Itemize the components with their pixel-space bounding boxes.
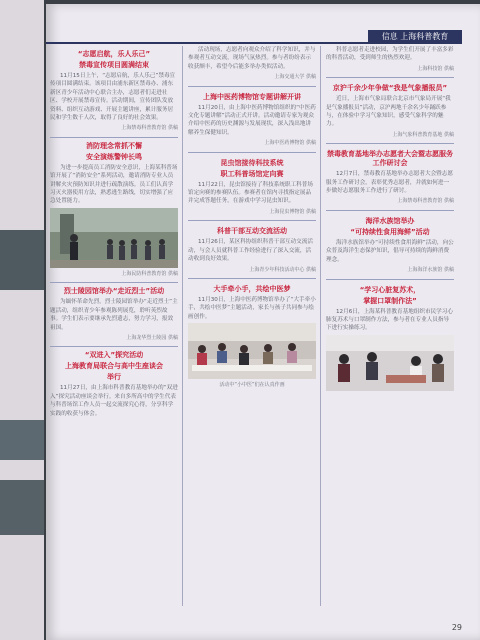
article-title: 消防理念常抓不懈: [86, 141, 142, 150]
previous-page-edge: [0, 0, 44, 640]
column-3: [326, 46, 454, 606]
photo-graphic: [50, 208, 178, 268]
column-2: [188, 46, 316, 606]
section-header: 信息 上海科普教育: [368, 30, 462, 44]
article-body: 海洋水族馆举办“可持续性食用海鲜”活动，向公众普及海洋生态保护知识，倡导可持续的海鲜消费理念。: [326, 239, 454, 263]
article-source: 上海禁毒科普教育馆 供稿: [397, 198, 454, 205]
previous-page-text: [2, 30, 42, 200]
article-source: 上海气象科普教育基地 供稿: [392, 131, 454, 138]
previous-page-photo: [0, 480, 44, 535]
article-body: 科普志愿者走进校园，为学生们开展了丰富多彩的科普活动，受到师生的热烈欢迎。: [326, 47, 454, 62]
divider: [188, 220, 316, 221]
divider: [326, 77, 454, 78]
article-source: 上海青少年科技活动中心 供稿: [249, 266, 316, 273]
divider: [188, 152, 316, 153]
previous-page-photo: [0, 230, 44, 290]
article-body: 12月6日，上海某科普教育基地组织市民学习心肺复苏术与口罩制作方法，参与者在专业人员指导下进行实操练习。: [326, 308, 453, 332]
article-title: 上海教育局联合与高中生座谈会: [65, 362, 163, 371]
article-title: 京沪千余少年争做“我是气象播报员”: [332, 84, 448, 93]
article-title: 海洋水族馆举办: [365, 216, 415, 225]
article-title: 昆虫馆接待科技系统: [220, 158, 284, 167]
article-source: 上海交通大学 供稿: [274, 74, 316, 81]
article-source: 上海科技馆 供稿: [417, 65, 454, 72]
article-body: 11月15日上午，“志愿启航，乐人乐己”禁毒宣传项目圆满结束。该项目由浦东新区禁毒办、浦东新区青少年活动中心联合主办，志愿者们走进社区、学校开展禁毒宣传。活动期间，宣传团队发放资料、组织互动游戏、开展主题讲座，累计服务居民和学生数千人次，取得了良好的社会效果。: [50, 73, 176, 122]
article-title: “志愿启航，乐人乐己”: [77, 50, 151, 58]
article-body: 11月22日，昆虫馆接待了科技系统职工科普场馆定向赛的参赛队伍。参赛者在馆内寻找指定展品并完成答题任务，在游戏中学习昆虫知识。: [188, 181, 313, 205]
article-source: 上海民防科普教育馆 供稿: [121, 270, 178, 277]
column-separator: [182, 46, 183, 606]
divider: [326, 279, 454, 280]
article-body: 为进一步提高员工消防安全意识，上海某科普场馆开展了“消防安全”系列活动，邀请消防专业人员讲解火灾预防知识并进行疏散演练。员工们认真学习灭火器使用方法，熟悉逃生路线，切实增强了应急处置能力。: [50, 164, 178, 205]
article-body: 为缅怀革命先烈，烈士陵园馆举办“走近烈士”主题活动，组织青少年参观陈列展览，聆听英烈故事。学生们表示要继承先烈遗志，努力学习，报效祖国。: [50, 299, 178, 331]
photo-cpr-training: [326, 335, 454, 391]
article-body: 活动现场，志愿者向观众介绍了科学知识，并与参观者互动交流，现场气氛热烈。参与者纷纷表示收获颇丰，希望今后能多举办类似活动。: [188, 47, 316, 70]
article-title: “学习心脏复苏术，: [359, 285, 421, 294]
page-number: 29: [451, 623, 462, 632]
article-body: 11月20日，由上海中医药博物馆组织的“中医药文化专题讲解”活动正式开讲。活动邀请专家为观众介绍中医药的历史渊源与发展现状，深入浅出地讲解养生保健知识。: [188, 104, 316, 136]
article-title: “可持续性食用海鲜”活动: [350, 227, 430, 236]
photo-graphic: [188, 323, 316, 379]
article-source: 上海龙华烈士陵园 供稿: [126, 334, 178, 341]
article-title: 安全演练警钟长鸣: [86, 152, 142, 161]
article-source: 上海昆虫博物馆 供稿: [269, 208, 316, 215]
previous-page-photo: [0, 420, 44, 460]
article-title: 职工科普场馆定向赛: [220, 169, 284, 178]
article-title: 禁毒宣传项目圆满结束: [79, 61, 149, 69]
divider: [50, 346, 178, 347]
divider: [188, 86, 316, 87]
article-title: 大手牵小手，共绘中医梦: [213, 284, 291, 293]
photo-caption: 活动中“小中医”们在认真作画: [219, 382, 285, 389]
divider: [188, 278, 316, 279]
magazine-page: [46, 4, 480, 640]
article-body: 12月7日，禁毒教育基地举办志愿者大会暨志愿服务工作研讨会，表彰优秀志愿者，并就如何进一步做好志愿服务工作进行了研讨。: [326, 171, 453, 195]
article-title: 上海中医药博物馆专题讲解开讲: [203, 92, 301, 101]
article-source: 上海禁毒科普教育馆 供稿: [121, 125, 178, 132]
photo-children-painting: [188, 323, 316, 379]
article-title: 禁毒教育基地举办志愿者大会暨志愿服务工作研讨会: [327, 150, 453, 168]
article-source: 上海中医药博物馆 供稿: [264, 140, 316, 147]
article-title: 科普干部互动交流活动: [217, 227, 287, 236]
header-rule: [46, 42, 462, 44]
divider: [326, 143, 454, 144]
article-source: 上海海洋水族馆 供稿: [407, 267, 454, 274]
divider: [50, 137, 178, 138]
article-body: 11月27日，由上海市科普教育基地举办的“双进入”探究活动座谈会举行。来自多所高中的学生代表与科普场馆工作人员一起交流探究心得，分享科学实践的收获与体会。: [50, 385, 178, 417]
divider: [50, 282, 178, 283]
photo-people-outdoor: [50, 208, 178, 268]
article-body: 近日，上海市气象局联合北京市气象局开展“我是气象播报员”活动，京沪两地千余名少年踊跃参与，在体验中学习气象知识，感受气象科学的魅力。: [326, 96, 451, 128]
article-title: 烈士陵园馆举办“走近烈士”活动: [63, 287, 165, 296]
article-title: 掌握口罩制作法”: [363, 296, 417, 305]
article-body: 11月30日，上海中医药博物馆举办了“大手牵小手，共绘中医梦”主题活动，家长与孩子共同参与绘画创作。: [188, 296, 316, 320]
column-separator: [320, 46, 321, 606]
photo-graphic: [326, 335, 454, 391]
article-body: 11月26日，某区科协组织科普干部互动交流活动，与会人员就科普工作经验进行了深入交流，活动收到良好效果。: [188, 239, 313, 263]
column-1: [50, 46, 178, 606]
divider: [326, 210, 454, 211]
article-title: 举行: [107, 373, 121, 382]
article-title: “双进入”探究活动: [84, 351, 144, 360]
